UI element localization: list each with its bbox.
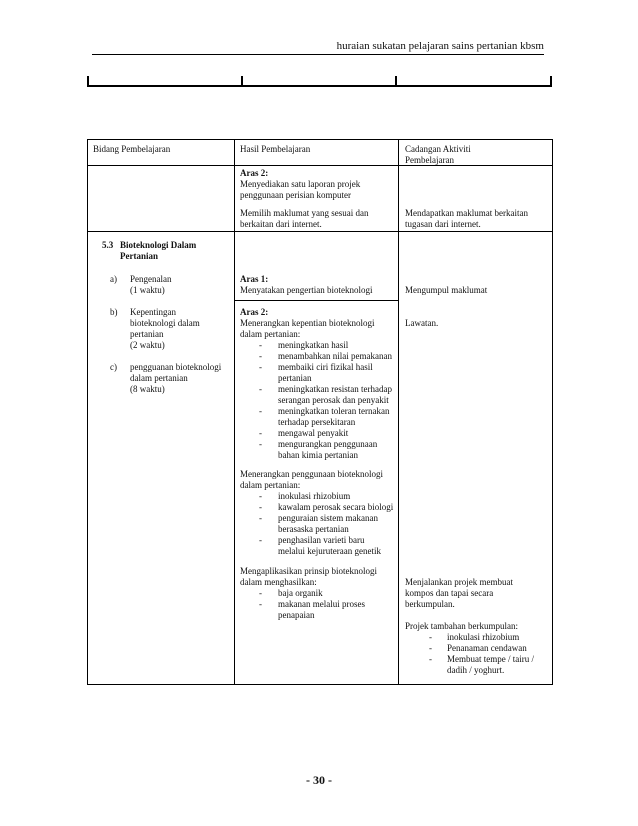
list-item: menambahkan nilai pemakanan (278, 351, 392, 361)
list-item: inokulasi rhizobium (447, 632, 520, 642)
row1-activity: Mendapatkan maklumat berkaitan (405, 208, 528, 218)
strip-tick (87, 76, 89, 86)
row1-outcome: Memilih maklumat yang sesuai dan (240, 208, 369, 218)
list-item: meningkatkan toleran ternakan (278, 406, 390, 416)
usage-intro: dalam pertanian: (240, 480, 301, 490)
list-item: melalui kejuruteraan genetik (278, 546, 381, 556)
list-dash: - (259, 599, 262, 609)
list-item: serangan perosak dan penyakit (278, 395, 389, 405)
row-divider (88, 231, 552, 232)
page-header: huraian sukatan pelajaran sains pertanian kbsm (92, 40, 544, 55)
aras2-label: Aras 2: (240, 307, 269, 317)
list-dash: - (259, 351, 262, 361)
list-dash: - (259, 439, 262, 449)
list-item: bahan kimia pertanian (278, 450, 358, 460)
activity-project: kompos dan tapai secara (405, 588, 494, 598)
list-item: terhadap persekitaran (278, 417, 356, 427)
activity-project: Menjalankan projek membuat (405, 577, 513, 587)
curriculum-table (87, 139, 553, 685)
column-divider (398, 140, 399, 684)
aras1-label: Aras 1: (240, 274, 269, 284)
header-cadangan-line2: Pembelajaran (405, 155, 454, 165)
list-item: Membuat tempe / tairu / (447, 654, 534, 664)
list-item: kawalam perosak secara biologi (278, 502, 394, 512)
aras1-activity: Mengumpul maklumat (405, 285, 488, 295)
list-dash: - (259, 535, 262, 545)
apply-intro: Mengaplikasikan prinsip bioteknologi (240, 566, 377, 576)
list-item: Penanaman cendawan (447, 643, 527, 653)
list-dash: - (259, 502, 262, 512)
list-dash: - (259, 588, 262, 598)
list-item: penghasilan varieti baru (278, 535, 365, 545)
aras2-intro: Menerangkan kepentian bioteknologi (240, 318, 375, 328)
list-dash: - (259, 491, 262, 501)
list-item: baja organik (278, 588, 323, 598)
subtopic-text: Kepentingan (130, 307, 176, 317)
list-dash: - (429, 654, 432, 664)
row1-outcome: berkaitan dari internet. (240, 219, 322, 229)
list-dash: - (259, 428, 262, 438)
list-dash: - (259, 362, 262, 372)
header-row-divider (88, 165, 552, 166)
row1-outcome: Menyediakan satu laporan projek (240, 179, 361, 189)
page-number: - 30 - (306, 773, 332, 787)
list-item: meningkatkan resistan terhadap (278, 384, 392, 394)
row1-aras-label: Aras 2: (240, 168, 269, 178)
list-item: pertanian (278, 373, 312, 383)
list-item: inokulasi rhizobium (278, 491, 351, 501)
header-cadangan: Cadangan Aktiviti (405, 144, 471, 154)
row-divider (234, 300, 398, 301)
subtopic-text: pertanian (130, 329, 164, 339)
subtopic-text: (1 waktu) (130, 285, 165, 295)
top-table-strip (87, 76, 552, 87)
list-dash: - (429, 632, 432, 642)
topic-title: Pertanian (120, 251, 158, 261)
aras2-intro: dalam pertanian: (240, 329, 301, 339)
header-hasil: Hasil Pembelajaran (240, 144, 311, 154)
list-item: penapaian (278, 610, 315, 620)
topic-number: 5.3 (102, 240, 114, 250)
activity-project: berkumpulan. (405, 599, 455, 609)
list-item: membaiki ciri fizikal hasil (278, 362, 373, 372)
row1-activity: tugasan dari internet. (405, 219, 481, 229)
list-item: berasaska pertanian (278, 524, 349, 534)
header-bidang: Bidang Pembelajaran (93, 144, 171, 154)
strip-tick (550, 76, 552, 86)
row1-outcome: penggunaan perisian komputer (240, 190, 351, 200)
subtopic-text: (8 waktu) (130, 384, 165, 394)
list-item: meningkatkan hasil (278, 340, 349, 350)
list-dash: - (259, 513, 262, 523)
subtopic-label: b) (110, 307, 118, 317)
subtopic-text: Pengenalan (130, 274, 172, 284)
list-item: penguraian sistem makanan (278, 513, 378, 523)
strip-tick (241, 76, 243, 86)
list-dash: - (259, 340, 262, 350)
extra-project-title: Projek tambahan berkumpulan: (405, 621, 518, 631)
strip-tick (395, 76, 397, 86)
list-dash: - (259, 384, 262, 394)
activity-lawatan: Lawatan. (405, 318, 439, 328)
subtopic-label: a) (110, 274, 117, 284)
column-divider (234, 140, 235, 684)
list-item: mengawal penyakit (278, 428, 349, 438)
usage-intro: Menerangkan penggunaan bioteknologi (240, 469, 383, 479)
list-item: dadih / yoghurt. (447, 665, 505, 675)
subtopic-label: c) (110, 362, 117, 372)
list-dash: - (259, 406, 262, 416)
apply-intro: dalam menghasilkan: (240, 577, 317, 587)
topic-title: Bioteknologi Dalam (120, 240, 197, 250)
subtopic-text: dalam pertanian (130, 373, 188, 383)
subtopic-text: bioteknologi dalam (130, 318, 200, 328)
subtopic-text: pengguanan bioteknologi (130, 362, 222, 372)
aras1-text: Menyatakan pengertian bioteknologi (240, 285, 373, 295)
list-item: makanan melalui proses (278, 599, 365, 609)
subtopic-text: (2 waktu) (130, 340, 165, 350)
list-dash: - (429, 643, 432, 653)
list-item: mengurangkan penggunaan (278, 439, 378, 449)
